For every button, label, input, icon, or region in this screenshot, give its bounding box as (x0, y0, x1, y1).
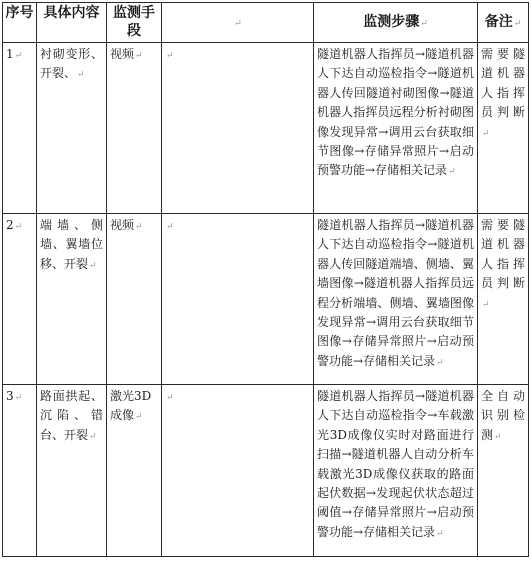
paragraph-mark: ↵ (14, 51, 23, 61)
paragraph-mark: ↵ (89, 260, 97, 271)
paragraph-mark: ↵ (89, 431, 97, 442)
cell-remark: 需要隧道机器人指挥员判断↵ (478, 214, 529, 385)
table-row (3, 385, 529, 557)
cell-remark: 需要隧道机器人指挥员判断↵ (478, 43, 529, 214)
paragraph-mark: ↵ (166, 222, 174, 232)
header-row (3, 3, 529, 43)
cell-no: 2↵ (3, 214, 37, 385)
monitoring-table-container (2, 2, 529, 557)
cell-content: 路面拱起、沉陷、错台、开裂↵ (37, 385, 107, 557)
cell-blank (162, 43, 314, 214)
paragraph-mark: ↵ (234, 19, 242, 29)
paragraph-mark: ↵ (166, 393, 174, 403)
header-blank (162, 3, 314, 43)
paragraph-mark: ↵ (482, 299, 490, 310)
paragraph-mark: ↵ (420, 19, 428, 29)
cell-method: 激光3D成像↵ (107, 385, 162, 557)
paragraph-mark: ↵ (135, 51, 143, 61)
header-remark: 备注↵ (478, 3, 529, 43)
table-row (3, 43, 529, 214)
paragraph-mark: ↵ (448, 167, 456, 178)
paragraph-mark: ↵ (77, 70, 85, 81)
header-content: 具体内容 (37, 3, 107, 43)
paragraph-mark: ↵ (436, 357, 444, 368)
cell-steps: 隧道机器人指挥员→隧道机器人下达自动巡检指令→隧道机器人传回隧道衬砌图像→隧道机器人指挥员远程分析衬砌图像发现异常→调用云台获取细节图像→存储异常照片→启动预警功能→存储相关记录↵ (314, 43, 478, 214)
paragraph-mark: ↵ (436, 528, 444, 539)
monitoring-table (2, 2, 529, 557)
cell-method: 视频↵ (107, 43, 162, 214)
paragraph-mark: ↵ (494, 431, 502, 442)
paragraph-mark: ↵ (513, 19, 522, 29)
paragraph-mark: ↵ (482, 128, 490, 139)
cell-steps: 隧道机器人指挥员→隧道机器人下达自动巡检指令→隧道机器人传回隧道端墙、侧墙、翼墙图像→隧道机器人指挥员远程分析端墙、侧墙、翼墙图像发现异常→调用云台获取细节图像→存储异常照片→启动预警功能→存储相关记录↵ (314, 214, 478, 385)
cell-content: 端墙、侧墙、翼墙位移、开裂↵ (37, 214, 107, 385)
header-no: 序号 (3, 3, 37, 43)
cell-no: 1↵ (3, 43, 37, 214)
paragraph-mark: ↵ (14, 222, 23, 232)
table-row (3, 214, 529, 385)
cell-method: 视频↵ (107, 214, 162, 385)
cell-remark: 全自动识别检测↵ (478, 385, 529, 557)
header-steps: 监测步骤↵ (314, 3, 478, 43)
cell-content: 衬砌变形、开裂、↵ (37, 43, 107, 214)
cell-blank (162, 385, 314, 557)
paragraph-mark: ↵ (135, 412, 143, 423)
cell-steps: 隧道机器人指挥员→隧道机器人下达自动巡检指令→车载激光3D成像仪实时对路面进行扫描→隧道机器人自动分析车载激光3D成像仪获取的路面起伏数据→发现起伏状态超过阈值→存储异常照片→启动预警功能→存储相关记录↵ (314, 385, 478, 557)
cell-no: 3↵ (3, 385, 37, 557)
paragraph-mark: ↵ (166, 51, 174, 61)
cell-blank (162, 214, 314, 385)
paragraph-mark: ↵ (135, 222, 143, 232)
header-method: 监测手段 (107, 3, 162, 43)
paragraph-mark: ↵ (14, 393, 23, 403)
